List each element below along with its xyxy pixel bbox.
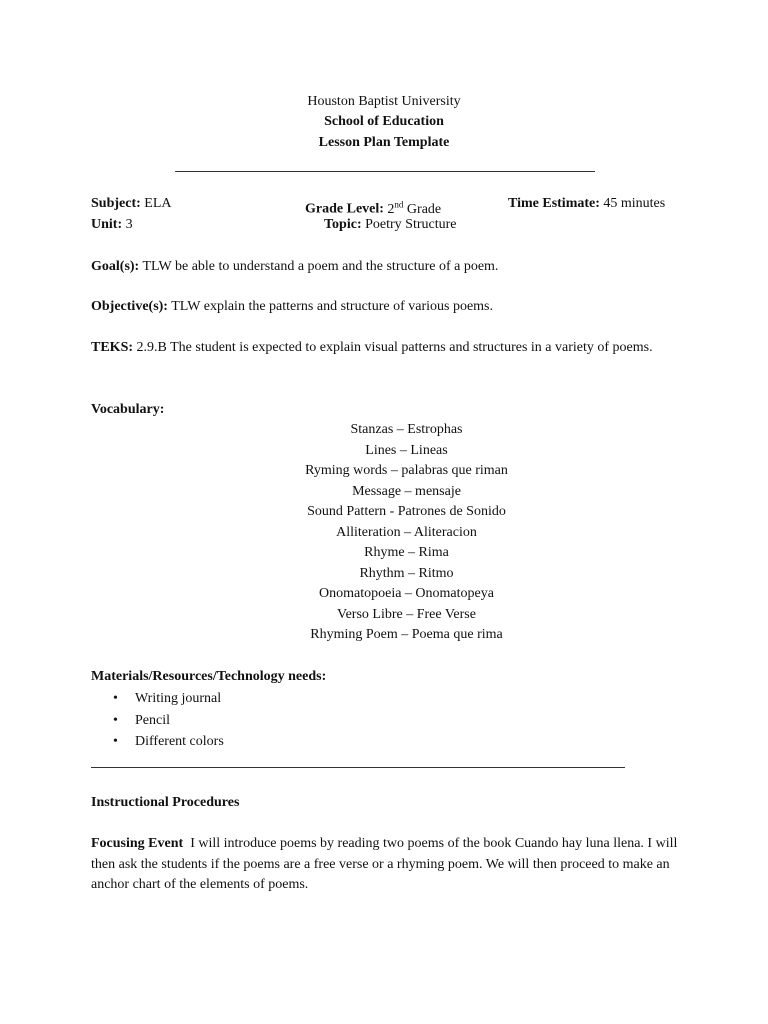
objectives-text: TLW explain the patterns and structure of various poems. — [171, 299, 493, 314]
vocabulary-label: Vocabulary: — [91, 402, 165, 417]
header-divider — [175, 171, 595, 172]
vocabulary-item: Message – mensaje — [352, 483, 461, 499]
grade-level-label: Grade Level: — [305, 201, 384, 217]
goals-section — [91, 257, 498, 277]
unit-label: Unit: — [91, 217, 123, 232]
vocabulary-item: Onomatopoeia – Onomatopeya — [319, 586, 494, 601]
vocabulary-list — [0, 420, 768, 646]
topic-value: Poetry Structure — [365, 217, 457, 232]
goals-label: Goal(s): — [91, 259, 140, 274]
materials-item: • Pencil — [91, 710, 224, 732]
subject-label: Subject: — [91, 196, 141, 211]
procedures-heading: Instructional Procedures — [91, 795, 240, 810]
topic-field — [324, 215, 456, 235]
focusing-event-label: Focusing Event — [91, 836, 184, 851]
time-estimate-label: Time Estimate: — [508, 196, 600, 211]
vocabulary-item: Rhyme – Rima — [364, 545, 449, 560]
grade-level-value: 2nd Grade — [387, 199, 442, 217]
materials-label: Materials/Resources/Technology needs: — [91, 669, 327, 684]
vocabulary-item: Ryming words – palabras que riman — [305, 463, 508, 478]
subject-value: ELA — [144, 196, 172, 211]
vocabulary-item: Rhyming Poem – Poema que rima — [310, 627, 503, 642]
focusing-event — [91, 834, 681, 896]
time-estimate-field — [508, 194, 665, 214]
materials-item: • Writing journal — [91, 688, 224, 710]
document-title: Lesson Plan Template — [318, 135, 450, 150]
objectives-section — [91, 297, 493, 317]
vocabulary-item: Sound Pattern - Patrones de Sonido — [307, 504, 506, 519]
university-name: Houston Baptist University — [307, 94, 461, 109]
subject-field — [91, 194, 172, 214]
goals-text: TLW be able to understand a poem and the structure of a poem. — [142, 259, 499, 274]
vocabulary-item: Alliteration – Aliteracion — [336, 524, 477, 540]
focusing-event-text: I will introduce poems by reading two poems of the book Cuando hay luna llena. I will then ask the students if the poems are a free verse or a rhyming poem. We will then proceed to make an anchor chart of the elements of poems. — [91, 836, 678, 892]
vocabulary-item: Verso Libre – Free Verse — [337, 606, 476, 622]
vocabulary-item: Stanzas – Estrophas — [350, 422, 463, 437]
materials-item: • Different colors — [91, 731, 224, 753]
unit-field — [91, 215, 133, 235]
teks-section — [91, 338, 681, 359]
topic-label: Topic: — [324, 217, 362, 232]
materials-list — [91, 688, 224, 753]
objectives-label: Objective(s): — [91, 299, 168, 314]
teks-text: 2.9.B The student is expected to explain visual patterns and structures in a variety of poems. — [136, 340, 653, 355]
section-divider — [91, 767, 625, 768]
vocabulary-item: Lines – Lineas — [365, 442, 448, 458]
teks-label: TEKS: — [91, 340, 134, 355]
vocabulary-item: Rhythm – Ritmo — [359, 565, 454, 581]
time-estimate-value: 45 minutes — [603, 196, 666, 211]
school-name: School of Education — [324, 114, 444, 129]
unit-value: 3 — [125, 217, 133, 232]
